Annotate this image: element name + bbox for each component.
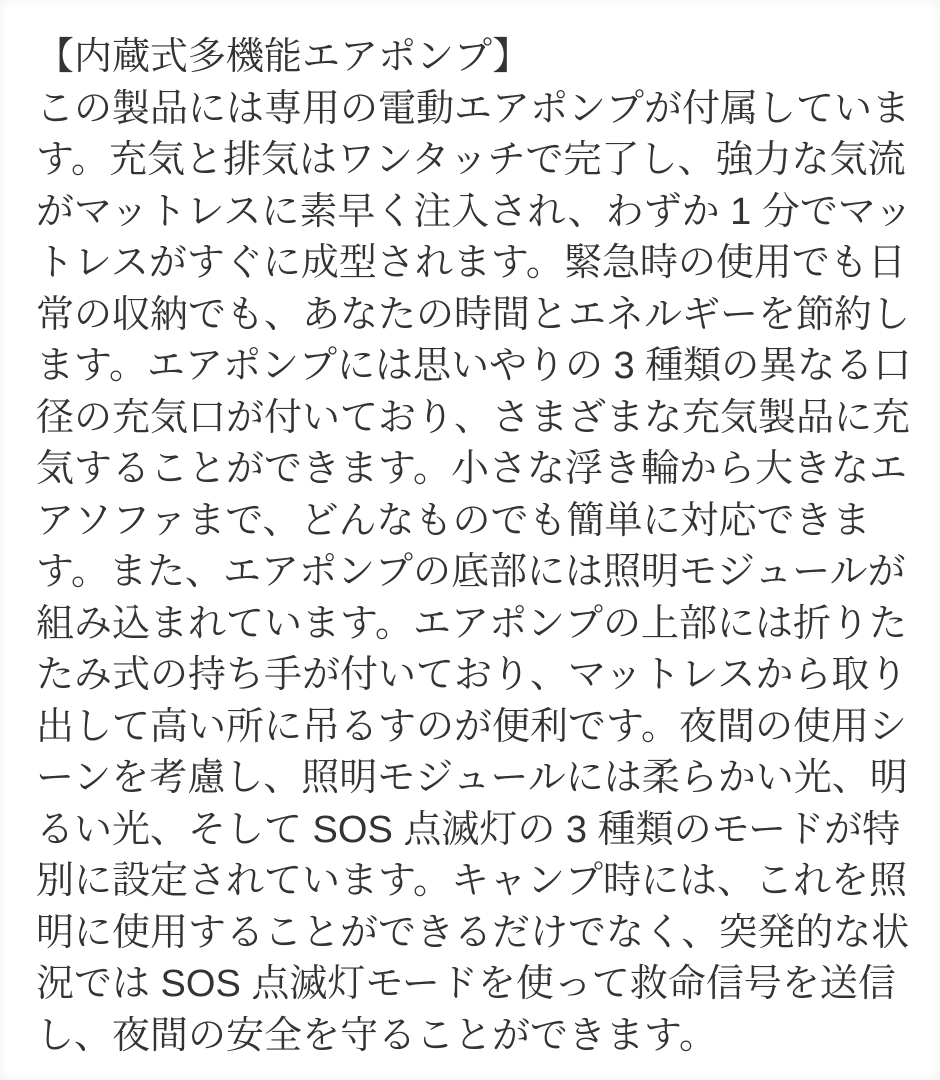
body-line: たみ式の持ち手が付いており、マットレスから取り [36,654,908,696]
body-line: ます。エアポンプには思いやりの 3 種類の異なる口 [36,345,912,387]
product-description-text [36,32,912,1062]
body-line: 常の収納でも、あなたの時間とエネルギーを節約し [36,293,911,336]
body-line: るい光、そして SOS 点滅灯の 3 種類のモードが特 [36,808,901,851]
body-line: ーンを考慮し、照明モジュールには柔らかい光、明 [36,757,908,799]
body-line: 別に設定されています。キャンプ時には、これを照 [36,860,907,902]
body-line: 況では SOS 点滅灯モードを使って救命信号を送信 [36,963,896,1005]
body-line: トレスがすぐに成型されます。緊急時の使用でも日 [36,242,906,284]
body-line: 出して高い所に吊るすのが便利です。夜間の使用シ [36,705,907,748]
body-line: す。また、エアポンプの底部には照明モジュールが [36,551,906,593]
body-line: 径の充気口が付いており、さまざまな充気製品に充 [36,396,911,439]
body-line: し、夜間の安全を守ることができます。 [36,1014,717,1057]
body-line: 気することができます。小さな浮き輪から大きなエ [36,448,907,490]
body-line: す。充気と排気はワンタッチで完了し、強力な気流 [36,139,906,181]
body-line: がマットレスに素早く注入され、わずか 1 分でマッ [36,190,913,233]
body-line: 組み込まれています。エアポンプの上部には折りた [36,602,907,645]
body-line: アソファまで、どんなものでも簡単に対応できま [36,499,871,542]
body-line: 明に使用することができるだけでなく、突発的な状 [36,911,910,954]
body-line: この製品には専用の電動エアポンプが付属していま [36,87,911,130]
section-heading: 【内蔵式多機能エアポンプ】 [36,36,531,78]
